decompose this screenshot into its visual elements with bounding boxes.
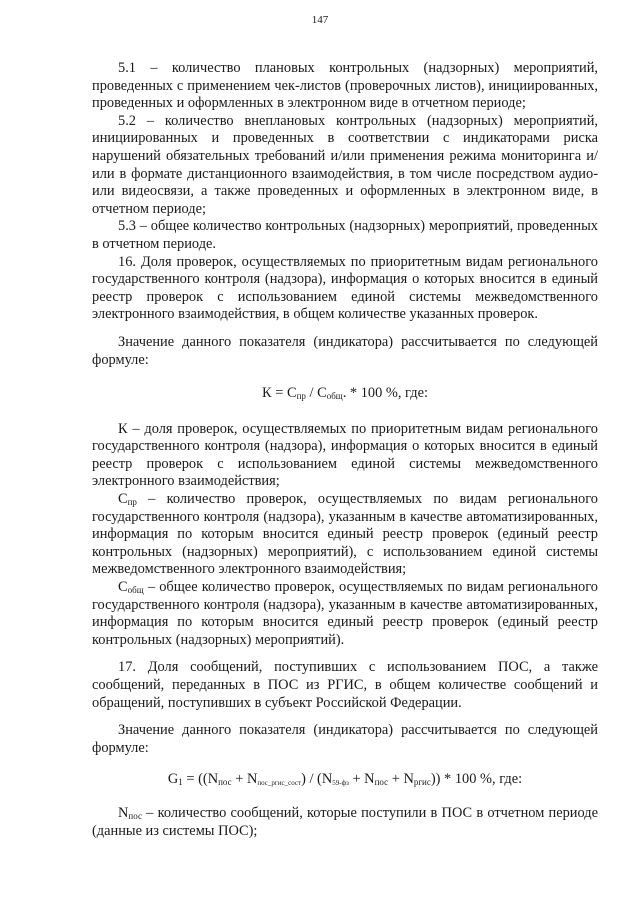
definition-n-pos: $N_{пос}$ – количество сообщений, которые поступили в ПОС в отчетном периоде (данные из системы ПОС);	[92, 804, 598, 839]
formula-g1: $G_1 = ((N_{пос} + N_{пос\_ргис\_сост}) / (N_{59-фз} + N_{пос} + N_{ргис})) * 100$ %, где:	[167, 771, 523, 788]
paragraph-16: 16. Доля проверок, осуществляемых по приоритетным видам регионального государственного контроля (надзора), информация о которых вносится в единый реестр проверок с использованием единой системы межведомственного электронного взаимодействия, в общем количестве указанных проверок.	[92, 253, 598, 323]
paragraph-5-2: 5.2 – количество внеплановых контрольных (надзорных) мероприятий, инициированных и проведенных в соответствии с индикаторами риска нарушений обязательных требований и/или применения режима мониторинга и/или в формате дистанционного взаимодействия, в том числе посредством аудио- или видеосвязи, а также проведенных и оформленных в электронном виде, в отчетном периоде;	[92, 112, 598, 217]
definition-c-pr: $С_{пр}$ – количество проверок, осуществляемых по видам регионального государственного контроля (надзора), указанным в качестве автоматизированных, информация по которым вносится единый реестр проверок (единый реестр контрольных (надзорных) мероприятий), с использованием единой системы межведомственного электронного взаимодействия;	[92, 491, 598, 578]
definition-c-obsh: $С_{общ}$ – общее количество проверок, осуществляемых по видам регионального государственного контроля (надзора), указанным в качестве автоматизированных, информация по которым вносится единый реестр проверок (единый реестр контрольных (надзорных) мероприятий).	[92, 579, 598, 648]
document-body	[92, 60, 598, 840]
formula-intro-1: Значение данного показателя (индикатора) рассчитывается по следующей формуле:	[92, 333, 598, 368]
formula-intro-2: Значение данного показателя (индикатора) рассчитывается по следующей формуле:	[92, 722, 598, 756]
paragraph-5-1: 5.1 – количество плановых контрольных (надзорных) мероприятий, проведенных с применением чек-листов (проверочных листов), инициированных, проведенных и оформленных в электронном виде в отчетном периоде;	[92, 60, 598, 112]
page-number: 147	[311, 14, 329, 26]
formula-k: $К = С_{пр} / С_{общ}$. * 100 %, где:	[262, 385, 428, 402]
definition-k: К – доля проверок, осуществляемых по приоритетным видам регионального государственного контроля (надзора), информация о которых вносится в единый реестр проверок с использованием единой системы межведомственного электронного взаимодействия;	[92, 420, 598, 490]
paragraph-17: 17. Доля сообщений, поступивших с использованием ПОС, а также сообщений, переданных в ПОС из РГИС, в общем количестве сообщений и обращений, поступивших в субъект Российской Федерации.	[92, 659, 598, 711]
paragraph-5-3: 5.3 – общее количество контрольных (надзорных) мероприятий, проведенных в отчетном периоде.	[92, 218, 598, 252]
